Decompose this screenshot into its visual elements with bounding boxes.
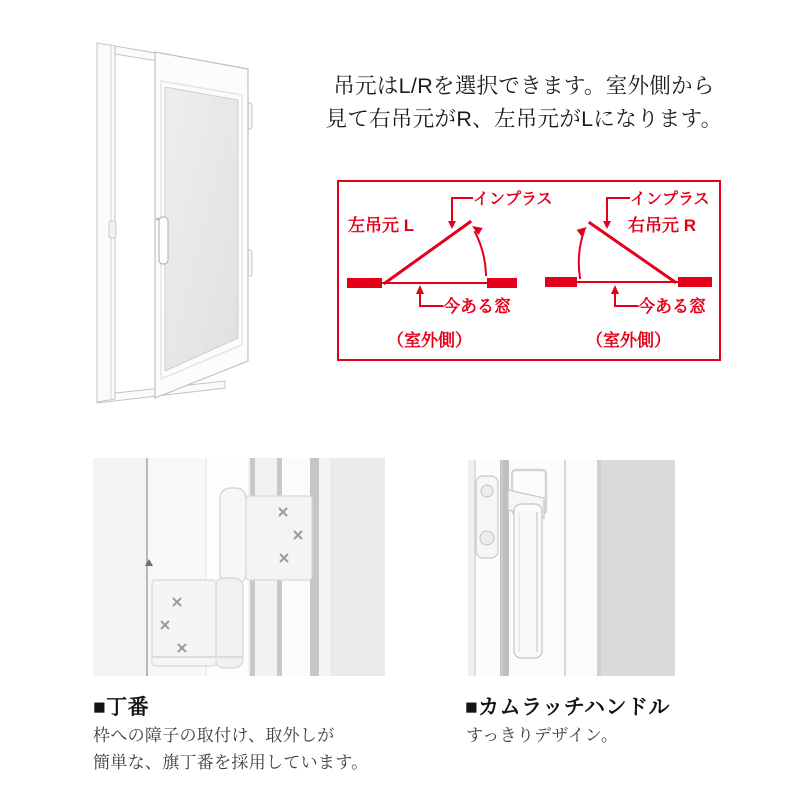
product-pointer-arrowhead [603,221,611,229]
latch-keeper [109,221,116,238]
window-sash [155,52,252,398]
glass-panel [597,460,675,676]
existing-frame-right-block [678,277,712,287]
existing-window-label: 今ある窓 [638,297,706,316]
existing-pointer-arrowhead [416,285,424,294]
intro-line-1: 吊元はL/Rを選択できます。室外側から [333,74,715,98]
existing-window-label: 今ある窓 [443,297,511,316]
swing-arc [579,231,584,278]
right-hinge-diagram [545,190,712,350]
feature-desc-hinge-line-1: 枠への障子の取付け、取外しが [93,726,335,745]
hinge-photo [93,458,385,676]
swing-arc [475,232,486,275]
product-label: インプラス [473,191,553,208]
handle-photo-art [468,460,675,676]
feature-desc-handle-line-1: すっきりデザイン。 [466,726,619,745]
hinge-photo-art [93,458,385,676]
product-pointer-line [607,198,629,221]
hinge-pin-upper [220,488,246,584]
outside-label: （室外側） [387,331,472,350]
feature-desc-hinge [93,722,368,776]
intro-text [296,70,752,136]
existing-pointer-arrowhead [611,285,619,294]
cam-latch-handle [508,470,546,658]
open-window-illustration [85,35,270,410]
existing-frame-right-block [487,278,517,288]
hinge-pin-lower [215,578,243,668]
hinge-side-label: 右吊元 R [628,216,696,235]
feature-title-hinge: ■丁番 [93,696,150,719]
existing-frame-left-block [545,277,577,287]
product-pointer-arrowhead [448,221,456,229]
handle-photo [468,460,675,676]
hinge-side-label: 左吊元 L [348,216,415,235]
product-label: インプラス [630,191,710,208]
latch-keeper-plate [476,476,498,558]
outside-label: （室外側） [586,331,671,350]
swing-diagrams [339,182,719,359]
feature-title-handle: ■カムラッチハンドル [465,696,671,719]
product-pointer-line [452,198,472,221]
feature-desc-handle [466,722,618,749]
left-hinge-diagram [347,190,553,350]
intro-line-2: 見て右吊元がR、左吊元がLになります。 [325,107,723,131]
existing-frame-left-block [347,278,382,288]
feature-desc-hinge-line-2: 簡単な、旗丁番を採用しています。 [93,753,369,772]
swing-direction-diagram-box [337,180,721,361]
swing-arc-arrowhead [472,226,483,235]
swing-arc-arrowhead [577,227,587,236]
